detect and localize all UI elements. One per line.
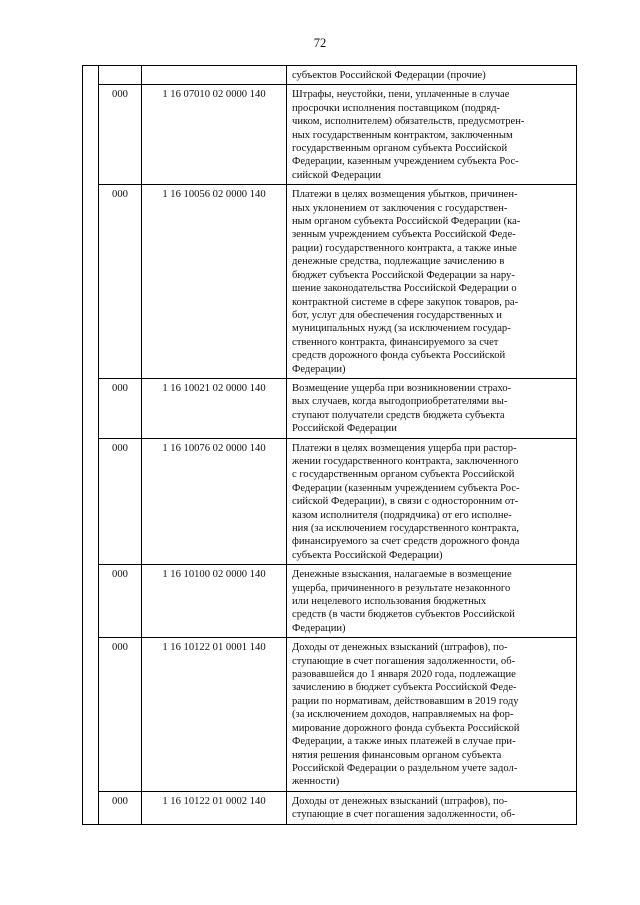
table-row: [83, 378, 577, 438]
kbk-code-cell: 1 16 10122 01 0002 140: [142, 791, 287, 824]
kbk-code-cell: 1 16 10100 02 0000 140: [142, 565, 287, 638]
description-cell: Денежные взыскания, налагаемые в возмещение ущерба, причиненного в результате незаконного или нецелевого использования бюджетных средств (в части бюджетов субъектов Российской Федерации): [287, 565, 577, 638]
description-cell: Доходы от денежных взысканий (штрафов), по- ступающие в счет погашения задолженности, об-: [287, 791, 577, 824]
description-cell: Платежи в целях возмещения убытков, причинен- ных уклонением от заключения с государствен- ным органом субъекта Российской Федерации (ка- зенным учреждением субъекта Российской Феде- рации) государственного контракта, а также иные денежные средства, подлежащие зачислению в бюджет субъекта Российской Федерации за нару- шение законодательства Российской Федерации о контрактной системе в сфере закупок товаров, ра- бот, услуг для обеспечения государственных и муниципальных нужд (за исключением государ- ственного контракта, финансируемого за счет средств дорожного фонда субъекта Российской Федерации): [287, 185, 577, 379]
kbk-code-cell: [142, 66, 287, 85]
description-cell: Штрафы, неустойки, пени, уплаченные в случае просрочки исполнения поставщиком (подряд- чиком, исполнителем) обязательств, предусмотрен- ных государственным контрактом, заключенным государственным органом субъекта Российской Федерации, казенным учреждением субъекта Рос- сийской Федерации: [287, 85, 577, 185]
admin-code-cell: 000: [99, 185, 142, 379]
kbk-code-cell: 1 16 10056 02 0000 140: [142, 185, 287, 379]
table-row: [83, 638, 577, 791]
admin-code-cell: [99, 66, 142, 85]
kbk-code-cell: 1 16 10076 02 0000 140: [142, 438, 287, 565]
description-cell: субъектов Российской Федерации (прочие): [287, 66, 577, 85]
description-cell: Платежи в целях возмещения ущерба при растор- жении государственного контракта, заключенного с государственным органом субъекта Российской Федерации (казенным учреждением субъекта Рос- сийской Федерации), в связи с односторонним от- казом исполнителя (подрядчика) от его исполне- ния (за исключением государственного контракта, финансируемого за счет средств дорожного фонда субъекта Российской Федерации): [287, 438, 577, 565]
left-margin-column: [83, 66, 99, 825]
admin-code-cell: 000: [99, 791, 142, 824]
description-cell: Возмещение ущерба при возникновении страхо- вых случаев, когда выгодоприобретателями вы- ступают получатели средств бюджета субъекта Российской Федерации: [287, 378, 577, 438]
description-cell: Доходы от денежных взысканий (штрафов), по- ступающие в счет погашения задолженности, об- разовавшейся до 1 января 2020 года, подлежащие зачислению в бюджет субъекта Российской Феде- рации по нормативам, действовавшим в 2019 году (за исключением доходов, направляемых на фор- мирование дорожного фонда субъекта Российской Федерации, а также иных платежей в случае при- нятия решения финансовым органом субъекта Российской Федерации о раздельном учете задол- женности): [287, 638, 577, 791]
kbk-code-cell: 1 16 07010 02 0000 140: [142, 85, 287, 185]
admin-code-cell: 000: [99, 638, 142, 791]
admin-code-cell: 000: [99, 378, 142, 438]
kbk-code-cell: 1 16 10021 02 0000 140: [142, 378, 287, 438]
admin-code-cell: 000: [99, 85, 142, 185]
admin-code-cell: 000: [99, 438, 142, 565]
admin-code-cell: 000: [99, 565, 142, 638]
table-row: [83, 85, 577, 185]
table-row: [83, 438, 577, 565]
table-row: [83, 565, 577, 638]
table-row: [83, 185, 577, 379]
kbk-code-cell: 1 16 10122 01 0001 140: [142, 638, 287, 791]
table-row: [83, 66, 577, 85]
table-row: [83, 791, 577, 824]
budget-codes-table: [82, 65, 577, 825]
page-number: 72: [313, 36, 327, 50]
